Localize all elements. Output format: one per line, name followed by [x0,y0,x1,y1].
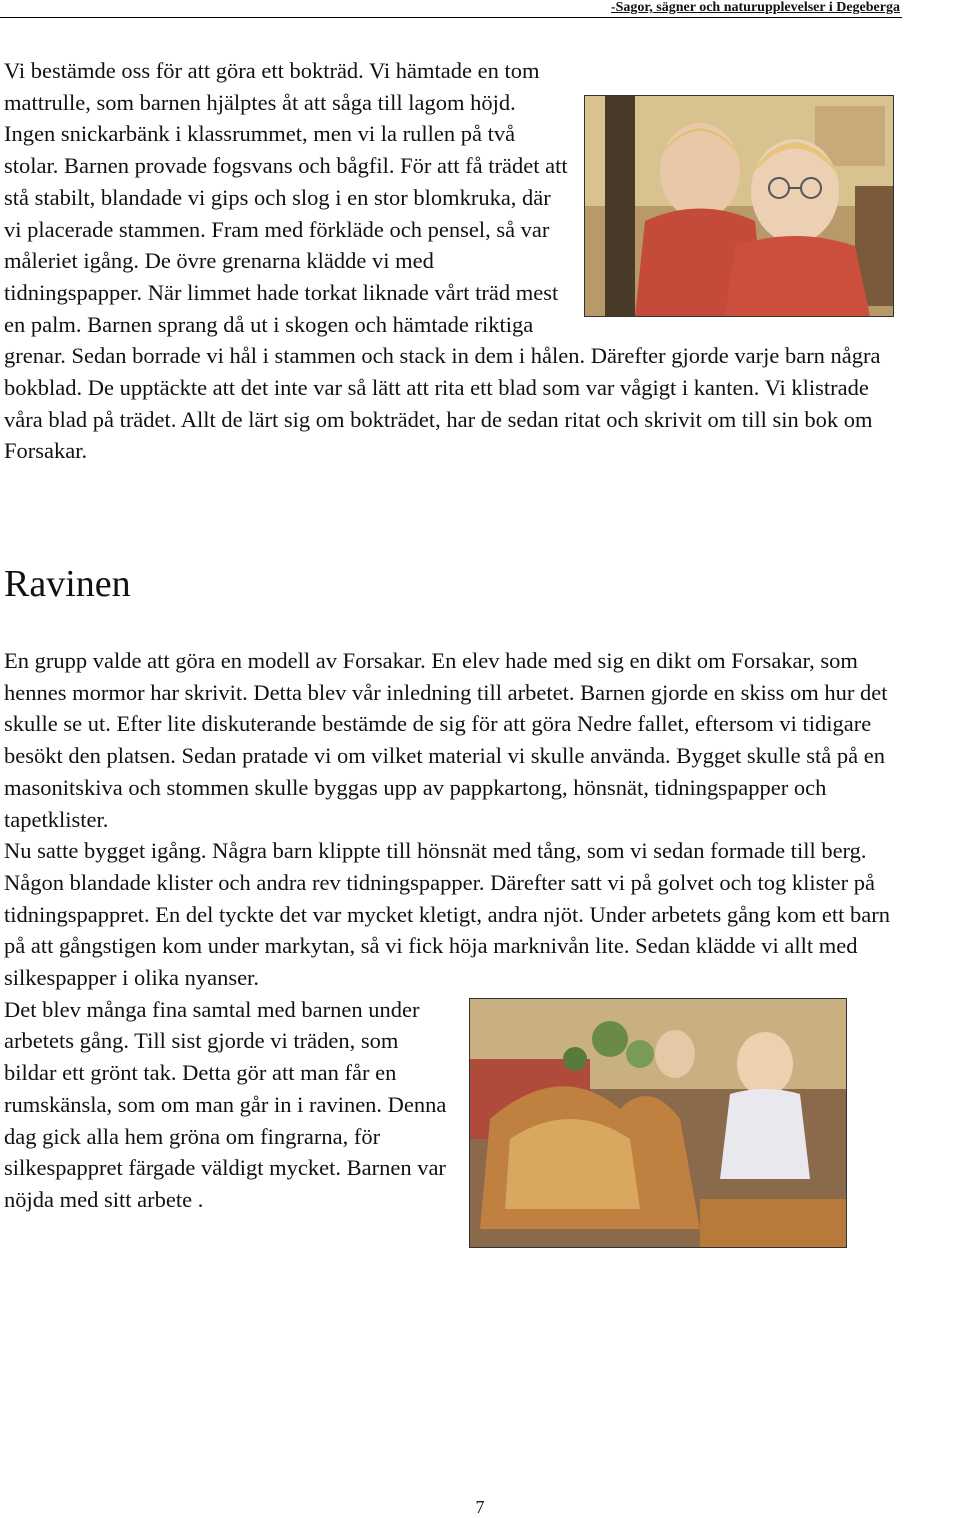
section-heading: Ravinen [4,563,131,605]
photo-two-boys [584,95,894,317]
header-rule [0,17,902,18]
section-paragraph-3: Det blev många fina samtal med barnen under arbetets gång. Till sist gjorde vi träden, som bildar ett grönt tak. Detta gör att man får en rumskänsla, som om man går in i ravinen. Denna dag gick alla hem gröna om fingrarna, för silkespappret färgade väldigt mycket. Barnen var nöjda med sitt arbete . [4,996,447,1212]
section-paragraph-1: En grupp valde att göra en modell av Forsakar. En elev hade med sig en dikt om Forsakar, som hennes mormor har skrivit. Detta blev vår inledning till arbetet. Barnen gjorde en skiss om hur det skulle se ut. Efter lite diskuterande bestämde de sig för att göra Nedre fallet, eftersom vi tidigare besökt den platsen. Sedan pratade vi om vilket material vi skulle använda. Bygget skulle stå på en masonitskiva och stommen skulle byggas upp av pappkartong, hönsnät, tidningspapper och tapetklister. [4,648,888,832]
page-number: 7 [475,1497,485,1517]
section-text-block [4,645,909,1258]
section-paragraph-2: Nu satte bygget igång. Några barn klippte till hönsnät med tång, som vi sedan formade till berg. Någon blandade klister och andra rev tidningspapper. Därefter satt vi på golvet och tog klister på tidningspappret. En del tyckte det var mycket kletigt, andra njöt. Under arbetets gång kom ett barn på att gångstigen kom under markytan, så vi fick höja marknivån lite. Sedan klädde vi allt med silkespapper i olika nyanser. [4,838,890,991]
photo-ravine-model-image [470,999,846,1247]
intro-text-block [4,55,904,467]
photo-ravine-model [469,998,847,1248]
photo-two-boys-image [585,96,893,316]
intro-paragraph: Vi bestämde oss för att göra ett bokträd. Vi hämtade en tom mattrulle, som barnen hjälptes åt att såga till lagom höjd. Ingen snickarbänk i klassrummet, men vi la rullen på två stolar. Barnen provade fogsvans och bågfil. För att få trädet att stå stabilt, blandade vi gips och slog i en stor blomkruka, där vi placerade stammen. Fram med förkläde och pensel, så var måleriet igång. De övre grenarna klädde vi med tidningspapper. När limmet hade torkat liknade vårt träd mest en palm. Barnen sprang då ut i skogen och hämtade riktiga grenar. Sedan borrade vi hål i stammen och stack in dem i hålen. Därefter gjorde varje barn några bokblad. De upptäckte att det inte var så lätt att rita ett blad som var vågigt i kanten. Vi klistrade våra blad på trädet. Allt de lärt sig om bokträdet, har de sedan ritat och skrivit om till sin bok om Forsakar. [4,58,881,464]
running-header: -Sagor, sägner och naturupplevelser i Degeberga [610,0,900,15]
section-paragraph-3-wrap [4,994,909,1216]
